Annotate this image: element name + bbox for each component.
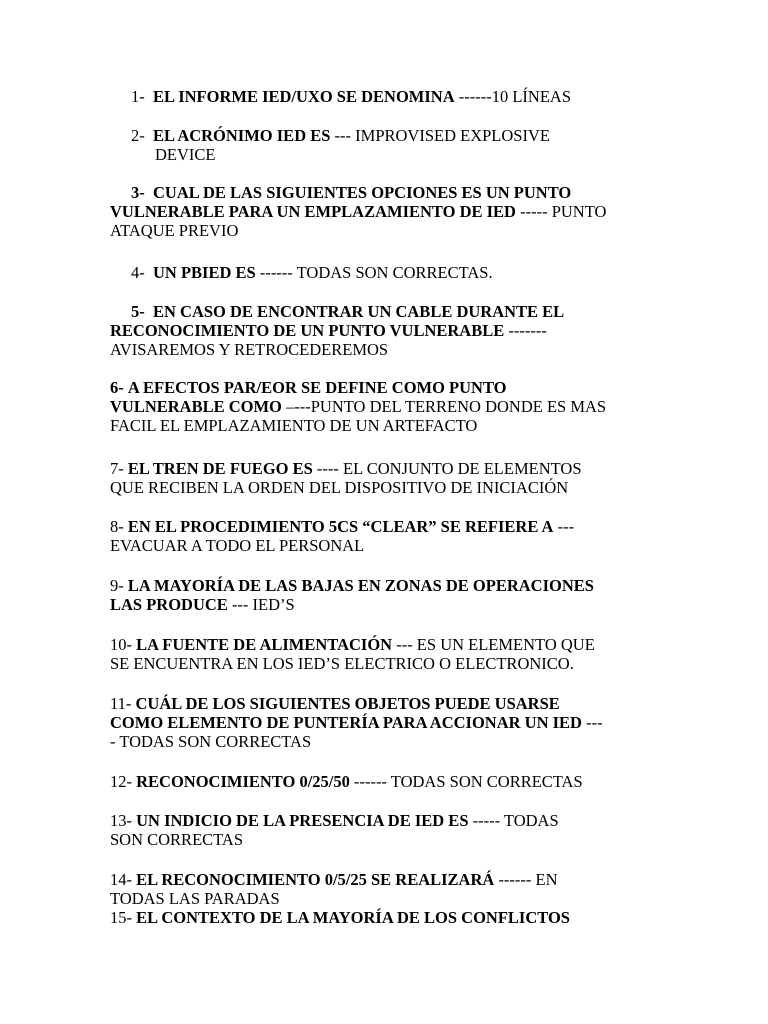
item-number: 4- [131,263,145,282]
item-answer-continued: TODAS LAS PARADAS [110,889,280,908]
item-question: A EFECTOS PAR/EOR SE DEFINE COMO PUNTO [127,378,507,397]
item-number: 13- [110,811,132,830]
item-question-continued: COMO ELEMENTO DE PUNTERÍA PARA ACCIONAR UN IED [110,713,582,732]
item-answer-continued: - TODAS SON CORRECTAS [110,732,312,751]
item-answer-continued: QUE RECIBEN LA ORDEN DEL DISPOSITIVO DE INICIACIÓN [110,478,569,497]
list-item [110,694,670,751]
item-answer-continued: SON CORRECTAS [110,830,243,849]
item-question: EN CASO DE ENCONTRAR UN CABLE DURANTE EL [153,302,565,321]
item-number: 1- [131,87,145,106]
list-item [110,870,670,908]
item-answer: ---- EL CONJUNTO DE ELEMENTOS [312,459,582,478]
item-answer-continued: FACIL EL EMPLAZAMIENTO DE UN ARTEFACTO [110,416,478,435]
item-answer: –---PUNTO DEL TERRENO DONDE ES MAS [281,397,607,416]
item-question: EN EL PROCEDIMIENTO 5CS “CLEAR” SE REFIERE A [127,517,554,536]
item-question: UN PBIED ES [153,263,256,282]
item-number: 7- [110,459,124,478]
item-answer: --- ES UN ELEMENTO QUE [392,635,595,654]
item-question: EL CONTEXTO DE LA MAYORÍA DE LOS CONFLICTOS [136,908,570,927]
item-number: 3- [131,183,145,202]
list-item [110,183,670,240]
item-number: 14- [110,870,132,889]
item-answer: ------ TODAS SON CORRECTAS [349,772,583,791]
list-item [110,576,670,614]
item-number: 12- [110,772,132,791]
item-answer: ------ TODAS SON CORRECTAS. [255,263,493,282]
item-number: 8- [110,517,124,536]
item-number: 9- [110,576,124,595]
item-answer: --- [581,713,603,732]
item-question: EL RECONOCIMIENTO 0/5/25 SE REALIZARÁ [136,870,495,889]
item-question: EL TREN DE FUEGO ES [127,459,313,478]
item-number: 15- [110,908,132,927]
item-question: EL INFORME IED/UXO SE DENOMINA [153,87,455,106]
item-number: 2- [131,126,145,145]
item-question-continued: VULNERABLE COMO [110,397,282,416]
item-number: 11- [110,694,132,713]
item-answer-continued: AVISAREMOS Y RETROCEDEREMOS [110,340,389,359]
list-item [110,517,670,555]
item-number: 6- [110,378,124,397]
item-answer-continued: ATAQUE PREVIO [110,221,239,240]
item-question-continued: LAS PRODUCE [110,595,228,614]
item-answer: --- IMPROVISED EXPLOSIVE [330,126,550,145]
item-number: 5- [131,302,145,321]
item-answer: ------10 LÍNEAS [454,87,572,106]
list-item [110,459,670,497]
item-answer: ------- [504,321,547,340]
item-answer: ----- TODAS [468,811,559,830]
item-answer: ------ EN [494,870,558,889]
item-question: EL ACRÓNIMO IED ES [153,126,331,145]
item-question: CUAL DE LAS SIGUIENTES OPCIONES ES UN PUNTO [153,183,572,202]
item-answer-continued: EVACUAR A TODO EL PERSONAL [110,536,365,555]
item-question-continued: VULNERABLE PARA UN EMPLAZAMIENTO DE IED [110,202,516,221]
item-answer: --- [553,517,575,536]
item-question: LA FUENTE DE ALIMENTACIÓN [136,635,393,654]
list-item [110,811,670,849]
item-answer: ----- PUNTO [515,202,607,221]
list-item [110,302,670,359]
item-answer-continued: DEVICE [155,145,216,164]
list-item [131,126,691,164]
item-question: LA MAYORÍA DE LAS BAJAS EN ZONAS DE OPERACIONES [127,576,594,595]
list-item [110,908,670,927]
item-answer-continued: SE ENCUENTRA EN LOS IED’S ELECTRICO O ELECTRONICO. [110,654,574,673]
item-question: UN INDICIO DE LA PRESENCIA DE IED ES [136,811,469,830]
list-item [110,378,670,435]
list-item [131,87,691,106]
list-item [110,635,670,673]
item-question: RECONOCIMIENTO 0/25/50 [136,772,350,791]
list-item [110,772,670,791]
item-question-continued: RECONOCIMIENTO DE UN PUNTO VULNERABLE [110,321,505,340]
item-answer: --- IED’S [227,595,295,614]
item-number: 10- [110,635,132,654]
item-question: CUÁL DE LOS SIGUIENTES OBJETOS PUEDE USARSE [135,694,560,713]
list-item [131,263,691,282]
